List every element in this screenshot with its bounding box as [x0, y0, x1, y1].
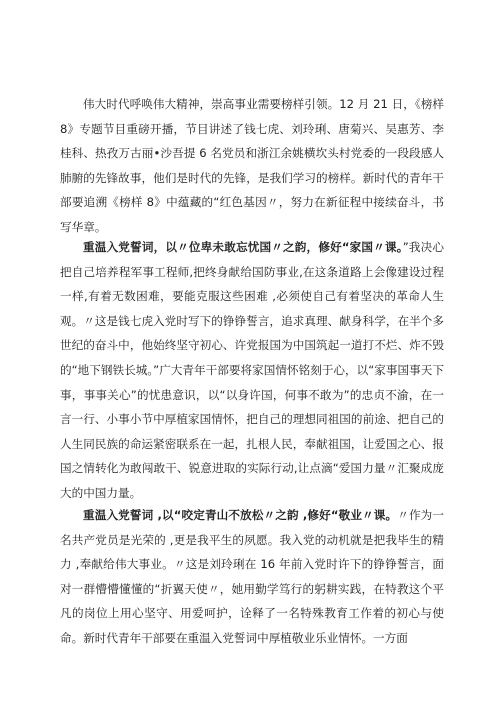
paragraph-intro: [60, 92, 444, 240]
paragraph-lead: 重温入党誓词 ,以“咬定青山不放松〃之韵 ,修好“敬业〃课。: [83, 508, 398, 522]
paragraph-lead: 重温入党誓词，以〃位卑未敢忘忧国〃之韵，修好“家国〃课。: [83, 240, 403, 254]
paragraph-body: ”我决心把自己培养程军事工程师,把终身献给国防事业,在这条道路上会像建设过程一样,有着无数困难，要能克服这些困难 ,必须使自己有着坚决的革命人生观。〃这是钱七虎入党时写下的铮铮誓言，追求真理、献身科学，在半个多世纪的奋斗中，他始终坚守初心、许党报国为中国筑起一道打不烂、炸不毁的“地下钢铁长城。”广大青年干部要将家国情怀铭刻于心，以“家事国事天下事，事事关心”的忧患意识，以“以身许国，何事不敢为”的忠贞不渝，在一言一行、小事小节中厚植家国情怀，把自己的理想同祖国的前途、把自己的人生同民族的命运紧密联系在一起，扎根人民，奉献祖国，让爱国之心、报国之情转化为敢闯敢干、锐意进取的实际行动,让点滴“爱国力量〃汇聚成庞大的中国力量。: [60, 240, 444, 500]
paragraph-patriotism: [60, 235, 444, 506]
paragraph-dedication: [60, 503, 444, 651]
paragraph-body: 伟大时代呼唤伟大精神，崇高事业需要榜样引领。12 月 21 日，《榜样 8》专题节目重磅开播，节目讲述了钱七虎、刘玲琍、唐菊兴、吴惠芳、李桂科、热孜万古丽•沙吾提 6 名党员和浙江余姚横坎头村党委的一段段感人肺腑的先锋故事，他们是时代的先锋，是我们学习的榜样。新时代的青年干部要追溯《榜样 8》中蕴藏的“红色基因〃，努力在新征程中接续奋斗，书写华章。: [60, 97, 444, 234]
paragraph-body: 〃作为一名共产党员是光荣的 ,更是我平生的夙愿。我入党的动机就是把我毕生的精力 ,奉献给伟大事业。〃这是刘玲琍在 16 年前入党时许下的铮铮誓言，面对一群懵懵懂懂的“折翼天使〃，她用勤学笃行的躬耕实践，在特教这个平凡的岗位上用心坚守、用爱呵护，诠释了一名特殊教育工作着的初心与使命。新时代青年干部要在重温入党誓词中厚植敬业乐业情怀。一方面: [60, 508, 444, 645]
